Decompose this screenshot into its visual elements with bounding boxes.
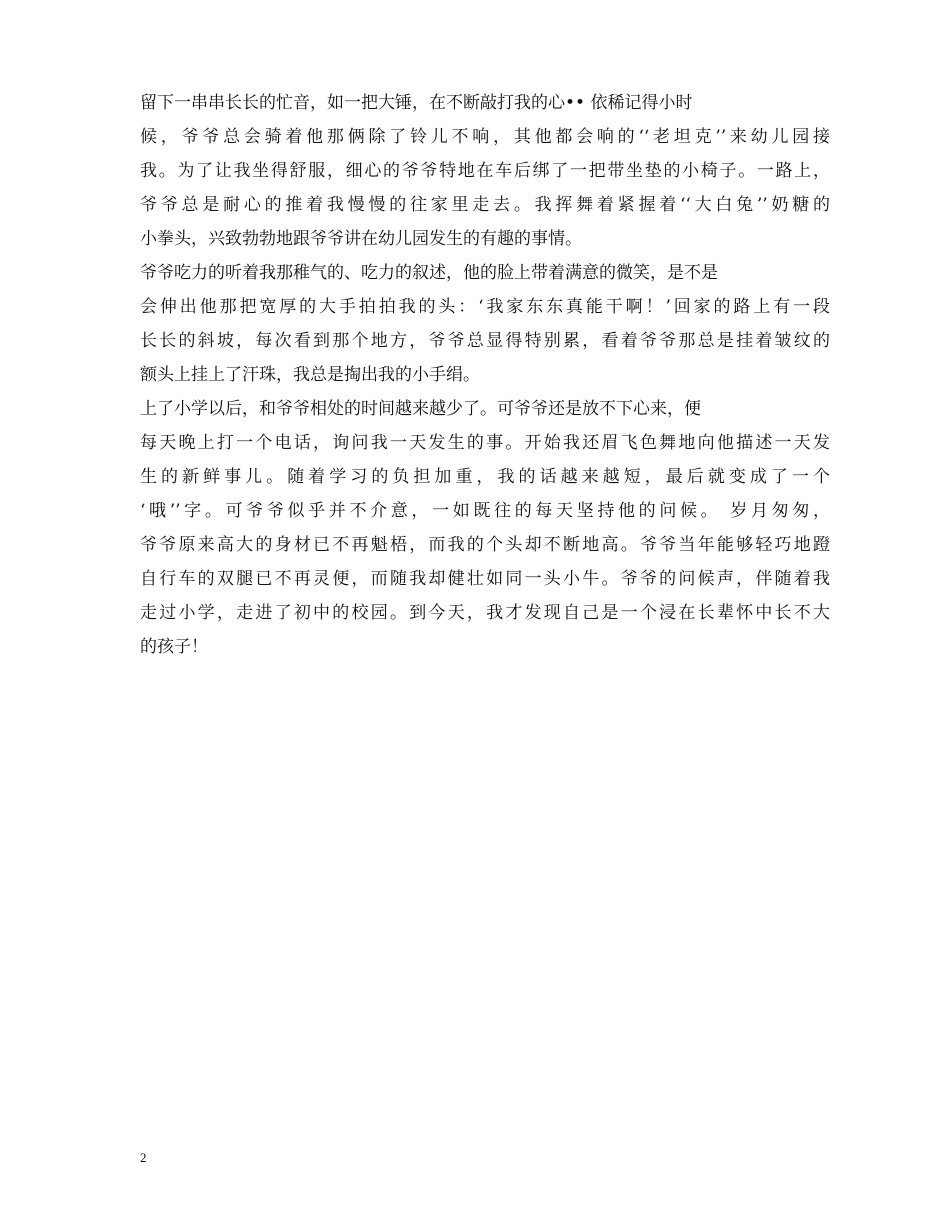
text-line: 会伸出他那把宽厚的大手拍拍我的头：‘我家东东真能干啊！’回家的路上有一段 (140, 297, 830, 317)
text-line: 小拳头，兴致勃勃地跟爷爷讲在幼儿园发生的有趣的事情。 (140, 229, 582, 249)
text-line: 候，爷爷总会骑着他那俩除了铃儿不响，其他都会响的‘‘老坦克’’来幼儿园接 (140, 127, 830, 147)
text-line: 长长的斜坡，每次看到那个地方，爷爷总显得特别累，看着爷爷那总是挂着皱纹的 (140, 331, 830, 351)
text-line: 爷爷原来高大的身材已不再魁梧，而我的个头却不断地高。爷爷当年能够轻巧地蹬 (140, 535, 830, 555)
page-number: 2 (140, 1150, 147, 1165)
text-line: 每天晚上打一个电话，询问我一天发生的事。开始我还眉飞色舞地向他描述一天发 (140, 433, 830, 453)
text-line: 额头上挂上了汗珠，我总是掏出我的小手绢。 (140, 365, 480, 385)
text-line: 上了小学以后，和爷爷相处的时间越来越少了。可爷爷还是放不下心来，便 (140, 399, 701, 419)
text-line: 的孩子！ (140, 637, 208, 657)
text-line: ‘哦’’字。可爷爷似乎并不介意，一如既往的每天坚持他的问候。 岁月匆匆， (140, 501, 830, 521)
text-line: 爷爷吃力的听着我那稚气的、吃力的叙述，他的脸上带着满意的微笑，是不是 (140, 263, 718, 283)
text-line: 留下一串串长长的忙音，如一把大锤，在不断敲打我的心•• 依稀记得小时 (140, 93, 693, 113)
text-line: 自行车的双腿已不再灵便，而随我却健壮如同一头小牛。爷爷的问候声，伴随着我 (140, 569, 830, 589)
text-line: 生的新鲜事儿。随着学习的负担加重，我的话越来越短，最后就变成了一个 (140, 467, 830, 487)
text-line: 走过小学，走进了初中的校园。到今天，我才发现自己是一个浸在长辈怀中长不大 (140, 603, 830, 623)
body-text (140, 86, 830, 664)
text-line: 爷爷总是耐心的推着我慢慢的往家里走去。我挥舞着紧握着‘‘大白兔’’奶糖的 (140, 195, 830, 215)
text-line: 我。为了让我坐得舒服，细心的爷爷特地在车后绑了一把带坐垫的小椅子。一路上， (140, 161, 830, 181)
